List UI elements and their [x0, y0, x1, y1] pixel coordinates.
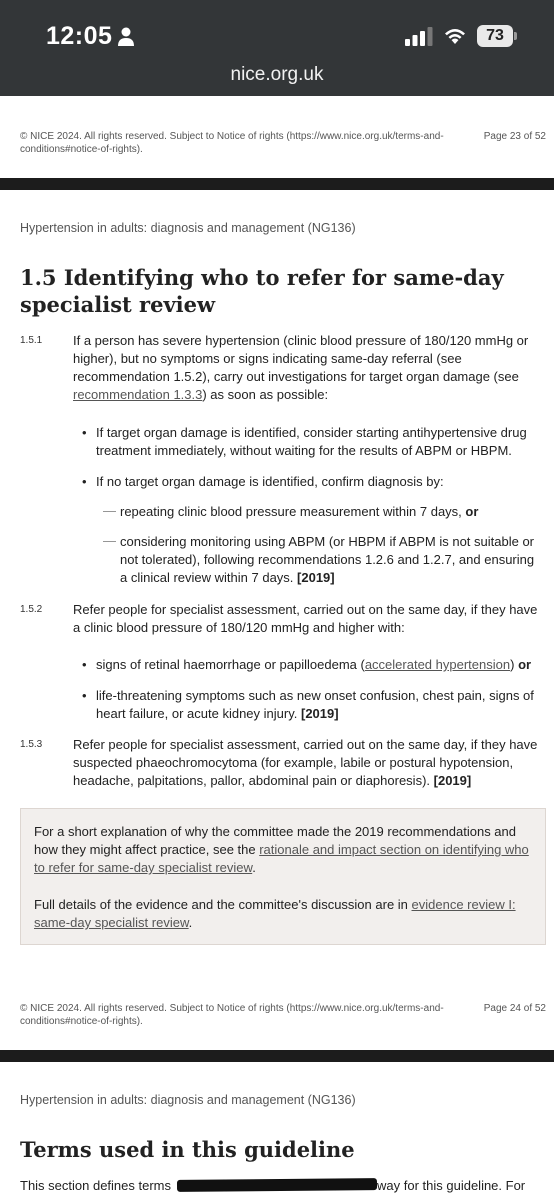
- year-tag: [2019]: [301, 706, 339, 721]
- battery-indicator: [477, 25, 517, 47]
- cellular-signal-icon: [405, 26, 433, 46]
- info-box-text: Full details of the evidence and the committee's discussion are in: [34, 897, 412, 912]
- battery-level: 73: [477, 25, 513, 47]
- year-tag: [2019]: [433, 773, 472, 788]
- list-item: [96, 687, 541, 723]
- rationale-section-link[interactable]: rationale and impact section on identifying who to refer for same-day specialist review: [34, 842, 529, 875]
- recommendation-number: 1.5.1: [20, 335, 43, 346]
- recommendation-text-part: ) as soon as possible:: [202, 387, 329, 402]
- info-box-paragraph: [34, 823, 534, 877]
- address-bar-url[interactable]: nice.org.uk: [230, 64, 324, 85]
- sub-list-item: [120, 503, 542, 521]
- dash-marker: —: [103, 533, 116, 548]
- list-item: • If no target organ damage is identified, confirm diagnosis by:: [96, 473, 541, 491]
- document-header: Hypertension in adults: diagnosis and management (NG136): [20, 221, 356, 235]
- page-separator: [0, 178, 554, 190]
- footer-copyright: © NICE 2024. All rights reserved. Subject to Notice of rights (https://www.nice.org.uk/terms-and-conditions#notice-of-rights).: [20, 1003, 444, 1027]
- recommendation-number: 1.5.3: [20, 739, 43, 750]
- list-item-text: signs of retinal haemorrhage or papilloedema (: [96, 657, 365, 672]
- list-item-text: life-threatening symptoms such as new onset confusion, chest pain, signs of heart failure, or acute kidney injury.: [96, 688, 534, 721]
- recommendation-text-part: If a person has severe hypertension (clinic blood pressure of 180/120 mmHg or higher), but no symptoms or signs indicating same-day referral (see recommendation 1.5.2), carry out investigations for target organ damage (see: [73, 333, 529, 384]
- recommendation-1-3-3-link[interactable]: recommendation 1.3.3: [73, 387, 203, 402]
- info-box-text: .: [252, 860, 256, 875]
- intro-text: This section defines terms: [20, 1178, 172, 1193]
- sub-list-item: [120, 533, 542, 587]
- info-box-text: For a short explanation of why the committee made the 2019 recommendations and how they might affect practice, see the: [34, 824, 516, 857]
- footer-page-number: Page 24 of 52: [483, 1003, 546, 1014]
- bold-keyword: or: [465, 504, 479, 519]
- year-tag: [2019]: [297, 570, 335, 585]
- bold-keyword: or: [518, 657, 532, 672]
- info-box-text: .: [188, 915, 193, 930]
- rationale-info-box: [20, 808, 546, 945]
- recommendation-text-part: Refer people for specialist assessment, carried out on the same day, if they have suspected phaeochromocytoma (for example, labile or postural hypotension, headache, palpitations, pallor, abdominal pain or diaphoresis).: [73, 737, 538, 788]
- page-separator: [0, 1050, 554, 1062]
- document-header: Hypertension in adults: diagnosis and management (NG136): [20, 1093, 356, 1107]
- dash-marker: —: [103, 503, 116, 518]
- person-icon: [117, 27, 135, 47]
- browser-top-bar: [0, 0, 554, 96]
- list-item-text: ): [510, 657, 515, 672]
- evidence-review-link[interactable]: evidence review I: same-day specialist review: [34, 897, 516, 930]
- list-item: • If target organ damage is identified, consider starting antihypertensive drug treatment immediately, without waiting for the results of ABPM or HBPM.: [96, 424, 541, 460]
- footer-page-number: Page 23 of 52: [483, 131, 546, 142]
- accelerated-hypertension-link[interactable]: accelerated hypertension: [364, 657, 511, 672]
- sub-list-item-text: repeating clinic blood pressure measurement within 7 days,: [120, 504, 462, 519]
- redaction-scribble: [177, 1178, 377, 1192]
- intro-text: way for this guideline. For: [377, 1178, 526, 1193]
- section-heading: 1.5 Identifying who to refer for same-day specialist review: [20, 265, 504, 317]
- recommendation-text: [73, 736, 543, 790]
- recommendation-text: Refer people for specialist assessment, carried out on the same day, if they have a clinic blood pressure of 180/120 mmHg and higher with:: [73, 602, 538, 635]
- sub-list-item-text: considering monitoring using ABPM (or HBPM if ABPM is not suitable or not tolerated), following recommendations 1.2.6 and 1.2.7, and ensuring a clinical review within 7 days.: [120, 534, 535, 585]
- section-heading: Terms used in this guideline: [20, 1137, 355, 1162]
- wifi-icon: [443, 25, 467, 45]
- footer-copyright: © NICE 2024. All rights reserved. Subject to Notice of rights (https://www.nice.org.uk/terms-and-conditions#notice-of-rights).: [20, 131, 444, 155]
- info-box-paragraph: [34, 896, 534, 932]
- list-item: [96, 656, 541, 674]
- battery-tip: [514, 32, 517, 40]
- recommendation-number: 1.5.2: [20, 604, 43, 615]
- status-time: 12:05: [46, 22, 113, 50]
- recommendation-text: [73, 332, 543, 404]
